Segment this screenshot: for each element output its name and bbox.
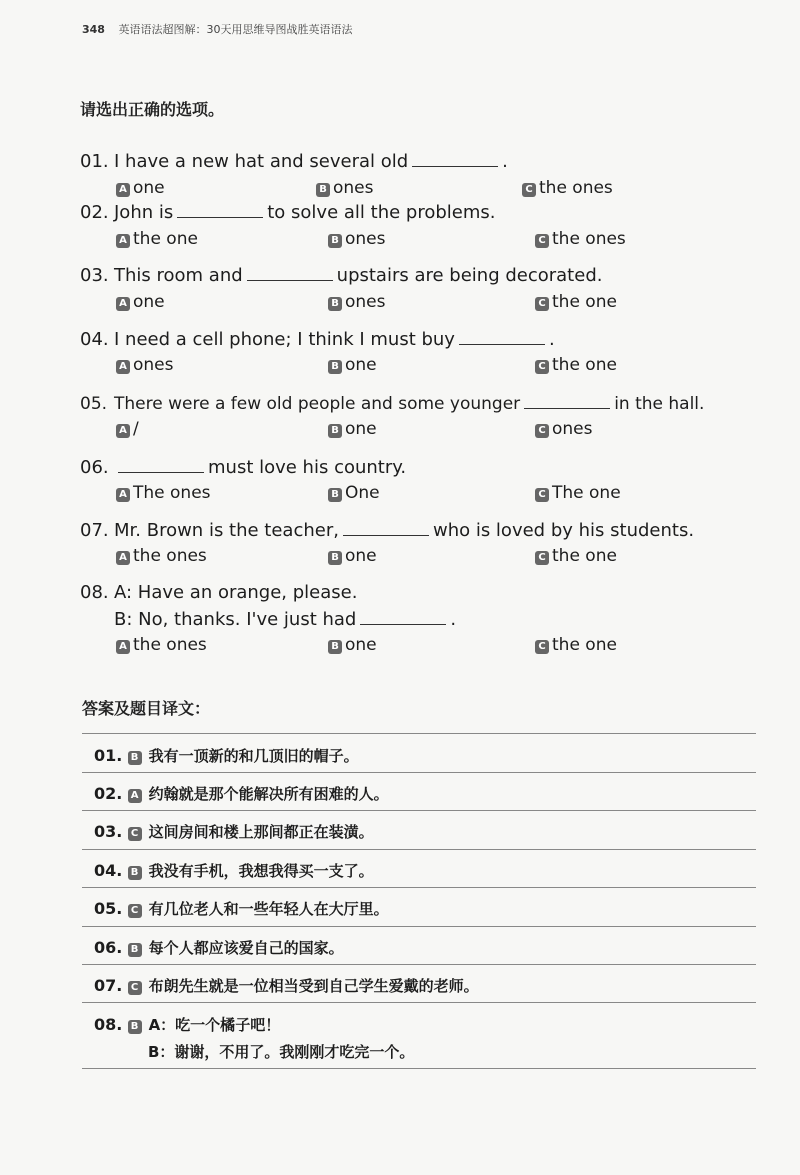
divider (82, 964, 756, 965)
divider (82, 772, 756, 773)
option-b: B One (328, 483, 380, 503)
page-header (82, 21, 352, 37)
option-a: A the ones (116, 546, 207, 566)
option-b: B one (328, 546, 377, 566)
option-a: A The ones (116, 483, 211, 503)
option-a: A one (116, 292, 165, 312)
divider (82, 810, 756, 811)
answer-blank (177, 200, 263, 218)
divider (82, 1068, 756, 1069)
option-c: C the one (535, 546, 617, 566)
divider (82, 926, 756, 927)
option-b: B one (328, 355, 377, 375)
instruction: 请选出正确的选项。 (80, 100, 225, 119)
answer-blank (412, 149, 498, 167)
answer-blank (524, 391, 610, 409)
answer-3: 03. C 这间房间和楼上那间都正在装潢。 (94, 822, 374, 841)
answer-blank (343, 518, 429, 536)
option-a: A / (116, 419, 139, 439)
answer-5: 05. C 有几位老人和一些年轻人在大厅里。 (94, 899, 389, 918)
option-b: B ones (328, 292, 386, 312)
option-c: C the one (535, 635, 617, 655)
divider (82, 733, 756, 734)
answer-1: 01. B 我有一顶新的和几顶旧的帽子。 (94, 746, 359, 765)
answer-8: 08. B A：吃一个橘子吧！ B：谢谢，不用了。我刚刚才吃完一个。 (94, 1015, 415, 1061)
answer-8-line-2: B：谢谢，不用了。我刚刚才吃完一个。 (148, 1043, 415, 1061)
question-1: 01. I have a new hat and several old . (80, 151, 508, 172)
answer-6: 06. B 每个人都应该爱自己的国家。 (94, 938, 344, 957)
divider (82, 849, 756, 850)
question-4: 04. I need a cell phone; I think I must buy . (80, 329, 555, 350)
question-3: 03. This room and upstairs are being decorated. (80, 265, 603, 286)
option-c: C The one (535, 483, 621, 503)
divider (82, 1002, 756, 1003)
question-5: 05. There were a few old people and some younger in the hall. (80, 391, 704, 416)
answer-blank (360, 607, 446, 625)
option-a: A the ones (116, 635, 207, 655)
question-2: 02. John is to solve all the problems. (80, 202, 496, 223)
option-c: C the ones (535, 229, 626, 249)
option-a: A the one (116, 229, 198, 249)
answer-7: 07. C 布朗先生就是一位相当受到自己学生爱戴的老师。 (94, 976, 479, 995)
question-8-line-2: B: No, thanks. I've just had . (114, 609, 457, 630)
option-a: A one (116, 178, 165, 198)
divider (82, 887, 756, 888)
page-number: 348 (82, 23, 105, 36)
option-c: C the one (535, 292, 617, 312)
answer-blank (118, 455, 204, 473)
question-6: 06. must love his country. (80, 457, 407, 478)
option-b: B one (328, 419, 377, 439)
book-title: 英语语法超图解：30天用思维导图战胜英语语法 (118, 23, 353, 36)
answers-title: 答案及题目译文： (82, 699, 211, 718)
option-a: A ones (116, 355, 174, 375)
answer-4: 04. B 我没有手机，我想我得买一支了。 (94, 861, 374, 880)
option-b: B one (328, 635, 377, 655)
question-8: 08. A: Have an orange, please. (80, 582, 358, 603)
option-c: C the one (535, 355, 617, 375)
answer-2: 02. A 约翰就是那个能解决所有困难的人。 (94, 784, 389, 803)
option-b: B ones (316, 178, 374, 198)
answer-blank (459, 327, 545, 345)
option-b: B ones (328, 229, 386, 249)
option-c: C the ones (522, 178, 613, 198)
answer-blank (247, 263, 333, 281)
question-7: 07. Mr. Brown is the teacher, who is loved by his students. (80, 520, 695, 541)
option-c: C ones (535, 419, 593, 439)
